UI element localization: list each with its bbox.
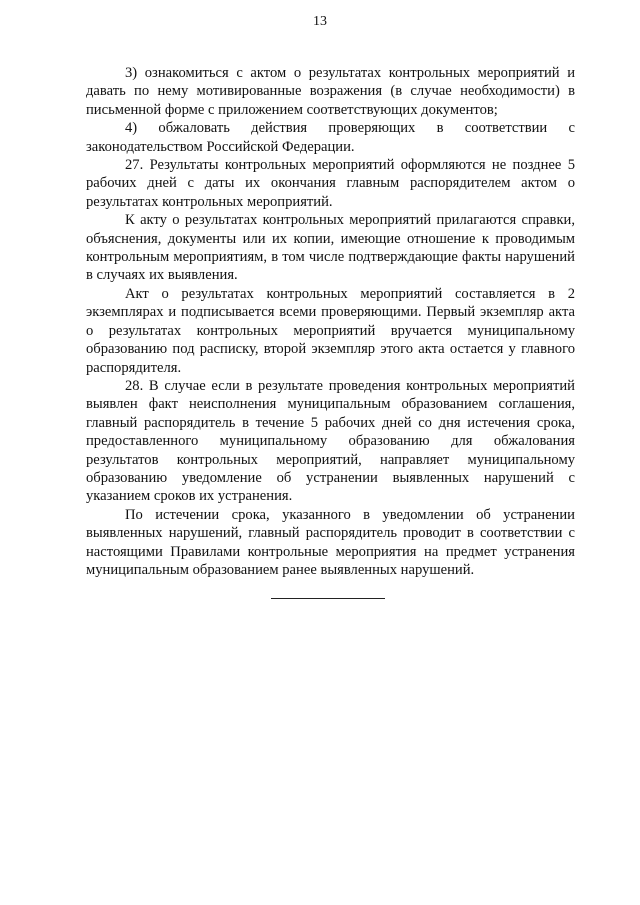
paragraph-clause-27: 27. Результаты контрольных мероприятий оформляются не позднее 5 рабочих дней с даты их окончания главным распорядителем актом о результатах контрольных мероприятий. <box>86 157 575 210</box>
paragraph-act-copies: Акт о результатах контрольных мероприятий составляется в 2 экземплярах и подписывается всеми проверяющими. Первый экземпляр акта о результатах контрольных мероприятий вручается муниципальному образованию под расписку, второй экземпляр этого акта остается у главного распорядителя. <box>86 285 575 376</box>
paragraph-item-3: 3) ознакомиться с актом о результатах контрольных мероприятий и давать по нему мотивированные возражения (в случае необходимости) в письменной форме с приложением соответствующих документов; <box>86 65 575 118</box>
page-number: 13 <box>313 14 327 29</box>
paragraph-act-attachments: К акту о результатах контрольных мероприятий прилагаются справки, объяснения, документы или их копии, имеющие отношение к проводимым контрольным мероприятиям, в том числе подтверждающие факты нарушений в случаях их выявления. <box>86 212 575 284</box>
paragraph-follow-up-inspection: По истечении срока, указанного в уведомлении об устранении выявленных нарушений, главный распорядитель проводит в соответствии с настоящими Правилами контрольные мероприятия на предмет устранения муниципальным образованием ранее выявленных нарушений. <box>86 506 575 578</box>
paragraph-clause-28: 28. В случае если в результате проведения контрольных мероприятий выявлен факт неисполнения муниципальным образованием соглашения, главный распорядитель в течение 5 рабочих дней со дня истечения срока, предоставленного муниципальному образованию для обжалования результатов контрольных мероприятий, направляет муниципальному образованию уведомление об устранении выявленных нарушений с указанием сроков их устранения. <box>86 377 575 505</box>
document-body <box>86 64 575 579</box>
paragraph-item-4: 4) обжаловать действия проверяющих в соответствии с законодательством Российской Федерации. <box>86 120 575 155</box>
end-of-text-divider <box>271 598 385 599</box>
